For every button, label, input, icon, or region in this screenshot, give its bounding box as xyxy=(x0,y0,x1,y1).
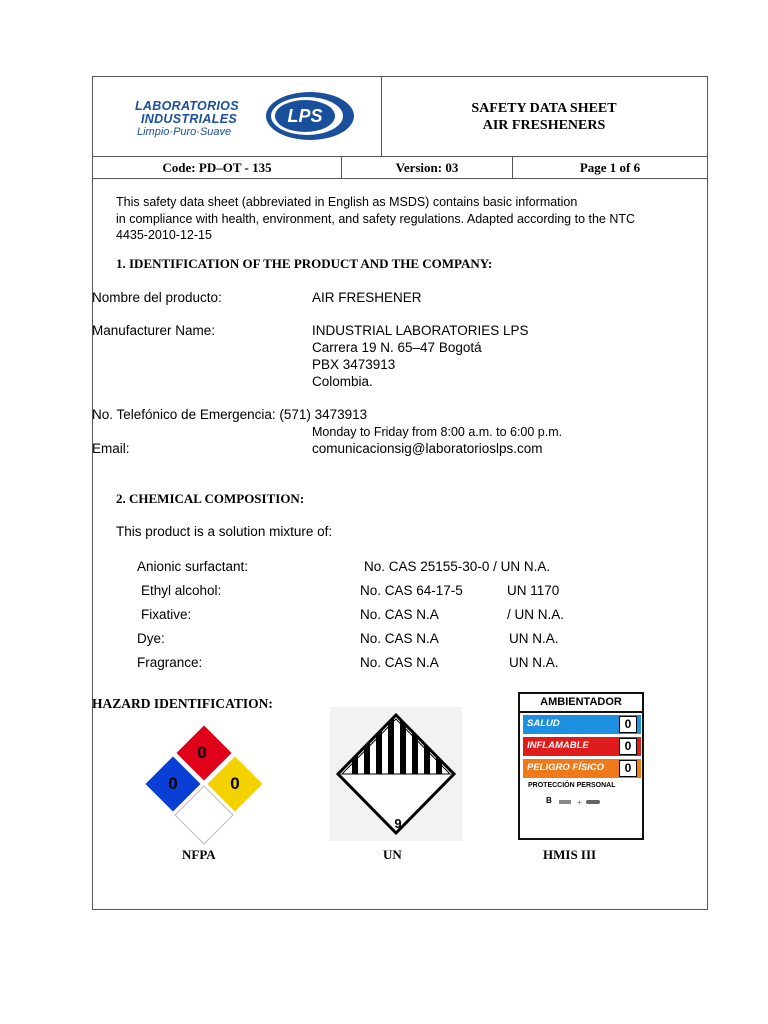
email-value[interactable]: comunicacionsig@laboratorioslps.com xyxy=(312,441,543,456)
hmis-row-flammability xyxy=(523,737,641,756)
email-label: Email: xyxy=(92,441,130,456)
hmis-row-label: SALUD xyxy=(527,718,560,729)
document-meta-row xyxy=(93,156,707,179)
ingredient-name: Fixative: xyxy=(141,607,192,622)
intro-line: in compliance with health, environment, and safety regulations. Adapted according to the NTC xyxy=(116,211,636,226)
product-name-value: AIR FRESHENER xyxy=(312,290,422,305)
hmis-row-value: 0 xyxy=(619,760,637,777)
nfpa-reactivity: 0 xyxy=(230,774,240,793)
section-1-heading: 1. IDENTIFICATION OF THE PRODUCT AND THE COMPANY: xyxy=(116,256,493,271)
ingredient-cas: No. CAS N.A xyxy=(360,631,439,646)
manufacturer-name: INDUSTRIAL LABORATORIES LPS xyxy=(312,323,529,338)
office-hours: Monday to Friday from 8:00 a.m. to 6:00 p.m. xyxy=(312,425,563,439)
ppe-icon xyxy=(558,797,604,807)
ingredient-name: Fragrance: xyxy=(137,655,203,670)
hmis-ppe-value: B xyxy=(546,796,552,805)
logo-mark-text: LPS xyxy=(287,106,323,126)
manufacturer-country: Colombia. xyxy=(312,374,373,389)
manufacturer-label: Manufacturer Name: xyxy=(92,323,216,338)
hmis-row-health xyxy=(523,715,641,734)
document-version: Version: 03 xyxy=(342,157,513,178)
hmis-label: HMIS III xyxy=(543,847,597,862)
ingredient-name: Dye: xyxy=(137,631,165,646)
ingredient-un: / UN N.A. xyxy=(507,607,565,622)
un-class-9-placard-icon xyxy=(330,707,462,841)
emergency-phone: No. Telefónico de Emergencia: (571) 3473913 xyxy=(92,407,368,422)
svg-text:+: + xyxy=(577,798,582,807)
manufacturer-phone: PBX 3473913 xyxy=(312,357,396,372)
ingredient-cas: No. CAS N.A xyxy=(360,655,439,670)
manufacturer-address: Carrera 19 N. 65–47 Bogotá xyxy=(312,340,482,355)
ingredient-cas: No. CAS N.A xyxy=(360,607,439,622)
ingredient-un: UN 1170 xyxy=(507,583,560,598)
hmis-label-card xyxy=(518,692,644,840)
company-logo xyxy=(93,77,382,157)
hazard-heading: HAZARD IDENTIFICATION: xyxy=(92,696,273,711)
intro-line: This safety data sheet (abbreviated in English as MSDS) contains basic information xyxy=(116,195,578,209)
un-class-number: 9 xyxy=(394,816,402,831)
un-label: UN xyxy=(383,847,402,862)
nfpa-flammability: 0 xyxy=(197,743,207,762)
product-name-label: Nombre del producto: xyxy=(92,290,222,305)
hmis-row-value: 0 xyxy=(619,738,637,755)
intro-paragraph xyxy=(116,194,635,244)
hmis-row-label: INFLAMABLE xyxy=(527,740,589,751)
ingredient-name: Ethyl alcohol: xyxy=(141,583,222,598)
nfpa-diamond xyxy=(142,722,266,846)
ingredient-cas: No. CAS 64-17-5 xyxy=(360,583,463,598)
nfpa-label: NFPA xyxy=(182,847,216,862)
section-2-heading: 2. CHEMICAL COMPOSITION: xyxy=(116,491,305,506)
nfpa-health: 0 xyxy=(168,774,178,793)
document-title-block xyxy=(381,77,707,157)
composition-intro: This product is a solution mixture of: xyxy=(116,524,333,539)
page-number: Page 1 of 6 xyxy=(579,159,641,175)
hmis-row-value: 0 xyxy=(619,716,637,733)
document-title: SAFETY DATA SHEET xyxy=(471,101,617,116)
document-code: Code: PD–OT - 135 xyxy=(93,157,342,178)
logo-tagline: Limpio·Puro·Suave xyxy=(137,126,232,138)
hmis-row-label: PELIGRO FÍSICO xyxy=(527,762,605,773)
hmis-title: AMBIENTADOR xyxy=(520,694,642,713)
ingredient-cas: No. CAS 25155-30-0 / UN N.A. xyxy=(364,559,551,574)
ingredient-un: UN N.A. xyxy=(509,655,559,670)
ingredient-name: Anionic surfactant: xyxy=(137,559,249,574)
logo-line-2: INDUSTRIALES xyxy=(141,112,237,126)
ingredient-un: UN N.A. xyxy=(509,631,559,646)
hmis-row-physical-hazard xyxy=(523,759,641,778)
logo-line-1: LABORATORIOS xyxy=(135,99,239,113)
hmis-ppe-label: PROTECCIÓN PERSONAL xyxy=(528,782,616,789)
document-subtitle: AIR FRESHENERS xyxy=(482,118,606,133)
intro-line: 4435-2010-12-15 xyxy=(116,228,212,242)
lps-logo-mark xyxy=(263,89,357,143)
